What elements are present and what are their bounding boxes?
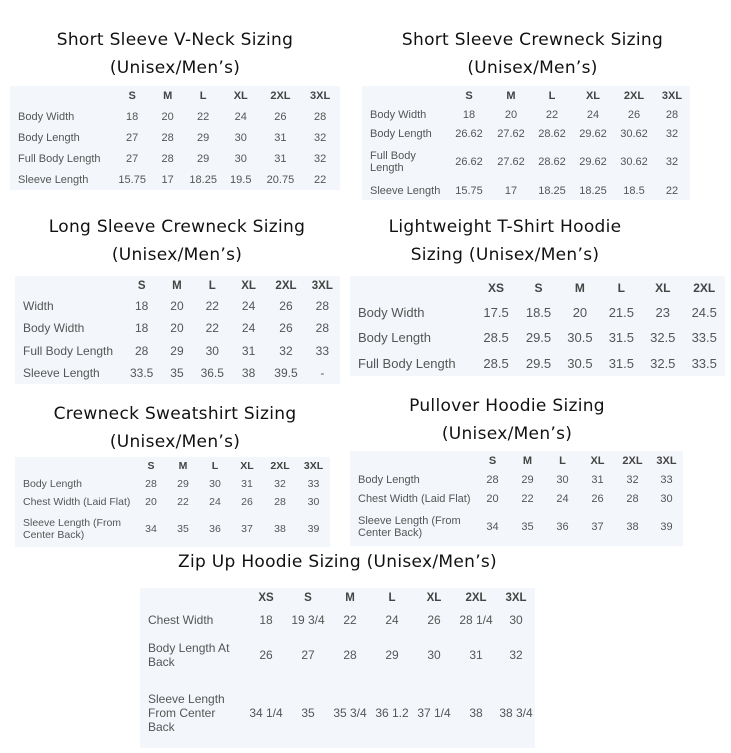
size-header: 3XL (310, 90, 331, 103)
measurement-value: 18 (126, 111, 139, 124)
measurement-value: 27.62 (497, 127, 525, 140)
measurement-value: 30 (509, 612, 523, 627)
sweatshirt-title: Crewneck Sweatshirt Sizing (Unisex/Men’s) (53, 404, 297, 452)
measurement-value: 18 (134, 321, 149, 336)
ss-crewneck-title: Short Sleeve Crewneck Sizing (Unisex/Men’s) (401, 30, 664, 78)
measurement-value: 33 (660, 473, 673, 486)
size-header: M (574, 280, 585, 295)
table-row (362, 124, 690, 143)
table-row (350, 508, 683, 546)
measurement-value: 28.62 (538, 156, 566, 168)
measurement-value: 35 (170, 365, 184, 380)
header-corner (350, 451, 475, 470)
sweatshirt-size-table (15, 457, 330, 547)
measurement-value: 28 (274, 496, 286, 508)
measurement-label: Chest Width (148, 612, 214, 627)
size-header: 2XL (270, 90, 291, 103)
measurement-value: 29 (197, 131, 210, 144)
measurement-value: 35 (177, 523, 189, 535)
tshirt-hoodie-title: Lightweight T-Shirt Hoodie Sizing (Unisex/Men’s) (388, 217, 622, 265)
size-header: S (488, 454, 497, 467)
measurement-value: 34 (145, 523, 157, 535)
measurement-value: 30 (660, 492, 673, 505)
measurement-label: Sleeve Length (18, 173, 89, 186)
measurement-value: 15.75 (455, 184, 483, 197)
measurement-value: 38 (241, 365, 256, 380)
measurement-value: 31.5 (608, 330, 634, 346)
measurement-value: 26 (427, 612, 441, 627)
measurement-value: 29 (197, 152, 210, 165)
measurement-label: Sleeve Length (23, 365, 100, 380)
pullover-hoodie-title: Pullover Hoodie Sizing (Unisex/Men’s) (409, 396, 605, 444)
size-header: XL (655, 280, 671, 295)
measurement-value: 24.5 (691, 304, 717, 320)
measurement-value: 27 (126, 131, 139, 144)
zip-hoodie-size-table (140, 588, 535, 748)
table-header-row (362, 86, 690, 105)
size-header: XL (426, 592, 442, 604)
measurement-value: 17 (504, 184, 518, 197)
measurement-value: 33.5 (691, 330, 717, 346)
measurement-value: 28 1/4 (459, 612, 493, 627)
pullover-hoodie-size-table (350, 451, 683, 546)
measurement-value: 18.25 (538, 184, 566, 197)
measurement-value: 29 (177, 478, 189, 490)
ss-crewneck-size-table (362, 86, 690, 200)
measurement-value: 18.25 (579, 184, 607, 197)
measurement-value: 22 (205, 299, 219, 314)
measurement-value: 31 (274, 152, 287, 165)
size-header: XL (241, 279, 256, 292)
measurement-value: 22 (197, 111, 210, 124)
measurement-value: 20 (145, 496, 157, 508)
measurement-value: 28 (134, 343, 149, 358)
measurement-value: 36 (556, 521, 569, 533)
size-header: 3XL (311, 279, 333, 292)
measurement-value: 28 (343, 647, 357, 662)
measurement-value: 32 (626, 473, 639, 486)
table-row (10, 128, 340, 149)
size-header: 2XL (270, 460, 290, 472)
measurement-value: 35 3/4 (333, 705, 367, 720)
table-row (10, 148, 340, 169)
measurement-value: 31 (241, 478, 253, 490)
measurement-value: 30 (234, 131, 247, 144)
table-row (15, 317, 340, 339)
measurement-value: 36.5 (200, 365, 224, 380)
measurement-value: 34 1/4 (249, 705, 283, 720)
measurement-value: 28.5 (483, 355, 509, 371)
header-corner (15, 276, 124, 295)
vneck-size-table (10, 86, 340, 190)
table-row (15, 493, 330, 511)
measurement-value: 38 (469, 705, 483, 720)
table-row (140, 678, 535, 748)
measurement-value: 20.75 (266, 173, 295, 186)
measurement-value: 24 (234, 111, 247, 124)
size-header: 3XL (661, 89, 683, 102)
header-corner (15, 457, 135, 475)
measurement-value: 33.5 (691, 355, 717, 371)
tshirt-hoodie-size-table (350, 276, 725, 376)
measurement-value: 27.62 (497, 156, 525, 168)
measurement-value: 20 (170, 321, 184, 336)
measurement-value: 31 (591, 473, 604, 486)
table-row (140, 608, 535, 631)
measurement-value: 39 (660, 521, 673, 533)
measurement-value: - (320, 365, 325, 380)
measurement-value: 35 (301, 705, 315, 720)
measurement-value: 15.75 (118, 173, 146, 186)
measurement-value: 32 (314, 152, 327, 165)
measurement-label: Chest Width (Laid Flat) (358, 492, 471, 505)
measurement-value: 37 1/4 (417, 705, 451, 720)
measurement-value: 30 (205, 343, 219, 358)
measurement-value: 29.5 (525, 330, 552, 346)
measurement-value: 26 (627, 108, 641, 121)
header-corner (140, 588, 245, 608)
measurement-value: 32 (509, 647, 523, 662)
measurement-value: 22 (205, 321, 219, 336)
measurement-value: 20 (170, 299, 184, 314)
measurement-value: 20 (161, 111, 174, 124)
header-corner (10, 86, 114, 107)
measurement-value: 38 (626, 521, 639, 533)
measurement-value: 37 (241, 523, 253, 535)
measurement-label: Sleeve Length From Center Back (148, 691, 225, 734)
measurement-value: 24 (209, 496, 221, 508)
measurement-value: 24 (241, 299, 256, 314)
table-row (15, 340, 340, 362)
measurement-value: 26 (274, 111, 287, 124)
measurement-label: Full Body Length (23, 343, 114, 358)
measurement-value: 28 (626, 492, 639, 505)
table-header-row (350, 451, 683, 470)
measurement-label: Full Body Length (370, 150, 416, 174)
measurement-value: 32.5 (650, 330, 676, 346)
measurement-value: 26.62 (455, 156, 483, 168)
measurement-value: 36 (209, 523, 221, 535)
measurement-value: 33 (307, 478, 320, 490)
measurement-value: 28 (486, 473, 499, 486)
size-header: L (617, 280, 626, 295)
measurement-value: 30 (427, 647, 441, 662)
measurement-value: 32 (314, 131, 327, 144)
size-header: L (208, 279, 216, 292)
size-header: M (506, 89, 516, 102)
measurement-value: 29 (521, 473, 534, 486)
measurement-value: 28 (665, 108, 679, 121)
measurement-value: 26 (591, 492, 604, 505)
table-row (10, 107, 340, 128)
measurement-value: 32 (665, 156, 679, 168)
table-row (362, 143, 690, 181)
table-row (350, 351, 725, 376)
measurement-value: 32 (274, 478, 286, 490)
size-header: L (199, 90, 207, 103)
measurement-value: 18 (134, 299, 149, 314)
measurement-value: 22 (665, 184, 679, 197)
measurement-value: 26 (279, 321, 293, 336)
measurement-label: Body Width (358, 304, 425, 320)
table-header-row (15, 457, 330, 475)
measurement-value: 23 (655, 304, 670, 320)
table-row (15, 362, 340, 384)
measurement-value: 33.5 (129, 365, 154, 380)
measurement-label: Width (23, 299, 54, 314)
measurement-label: Body Width (23, 321, 85, 336)
size-header: XS (488, 280, 505, 295)
measurement-value: 39.5 (274, 365, 298, 380)
measurement-label: Sleeve Length (From Center Back) (23, 517, 122, 541)
size-header: XL (585, 89, 601, 102)
measurement-value: 22 (343, 612, 357, 627)
measurement-value: 28 (314, 111, 327, 124)
size-header: L (559, 454, 566, 467)
measurement-label: Full Body Length (358, 355, 456, 371)
measurement-value: 31.5 (608, 355, 634, 371)
size-header: M (522, 454, 533, 467)
measurement-value: 32.5 (650, 355, 676, 371)
measurement-value: 28 (161, 152, 174, 165)
measurement-value: 19.5 (230, 173, 252, 186)
size-header: L (211, 460, 219, 472)
table-row (15, 475, 330, 493)
size-header: S (304, 592, 312, 604)
size-header: 2XL (693, 280, 716, 295)
size-header: S (465, 89, 473, 102)
measurement-value: 17 (161, 173, 174, 186)
measurement-label: Full Body Length (18, 152, 101, 165)
measurement-label: Chest Width (Laid Flat) (23, 496, 131, 508)
measurement-value: 30 (209, 478, 221, 490)
measurement-value: 33 (315, 343, 329, 358)
measurement-value: 22 (314, 173, 327, 186)
measurement-value: 24 (385, 612, 399, 627)
table-header-row (15, 276, 340, 295)
size-header: 3XL (656, 454, 677, 467)
measurement-value: 27 (126, 152, 139, 165)
size-header: XL (240, 460, 254, 472)
measurement-value: 32 (665, 127, 679, 140)
size-header: 2XL (623, 89, 645, 102)
measurement-value: 29.5 (525, 355, 552, 371)
size-header: L (548, 89, 556, 102)
header-corner (350, 276, 474, 300)
measurement-value: 36 1.2 (375, 705, 409, 720)
measurement-value: 20 (486, 492, 499, 505)
measurement-value: 30.5 (567, 355, 593, 371)
table-row (350, 470, 683, 489)
measurement-value: 27 (301, 647, 315, 662)
measurement-value: 18.25 (189, 173, 217, 186)
measurement-value: 30.62 (620, 127, 648, 140)
ls-crewneck-size-table (15, 276, 340, 384)
measurement-value: 28.5 (483, 330, 509, 346)
measurement-value: 39 (307, 523, 320, 535)
measurement-value: 21.5 (608, 304, 634, 320)
size-header: 2XL (465, 592, 487, 604)
measurement-label: Body Width (18, 111, 75, 124)
size-header: M (172, 279, 182, 292)
size-header: S (128, 90, 136, 103)
measurement-value: 31 (241, 343, 256, 358)
measurement-value: 35 (521, 521, 534, 533)
zip-hoodie-title: Zip Up Hoodie Sizing (Unisex/Men’s) (178, 552, 497, 572)
vneck-title: Short Sleeve V-Neck Sizing (Unisex/Men’s) (56, 30, 294, 78)
table-row (350, 300, 725, 325)
measurement-value: 30.62 (620, 156, 648, 168)
size-header: 2XL (275, 279, 297, 292)
ls-crewneck-title: Long Sleeve Crewneck Sizing (Unisex/Men’s) (48, 217, 306, 265)
size-header: XL (590, 454, 605, 467)
measurement-value: 20 (504, 108, 518, 121)
size-header: XL (233, 90, 248, 103)
measurement-value: 26.62 (455, 127, 483, 140)
measurement-label: Body Length (18, 131, 80, 144)
table-row (15, 295, 340, 317)
measurement-value: 29.62 (579, 156, 607, 168)
measurement-value: 24 (241, 321, 256, 336)
measurement-label: Body Length At Back (148, 640, 230, 669)
size-header: M (345, 592, 355, 604)
measurement-value: 18.5 (623, 184, 645, 197)
measurement-value: 28 (145, 478, 157, 490)
table-header-row (140, 588, 535, 608)
measurement-label: Body Length (370, 127, 432, 140)
measurement-value: 28 (315, 321, 329, 336)
measurement-value: 29 (385, 647, 399, 662)
measurement-label: Sleeve Length (370, 184, 441, 197)
measurement-value: 30 (307, 496, 320, 508)
size-header: XS (258, 592, 274, 604)
measurement-value: 28 (315, 299, 329, 314)
table-row (15, 511, 330, 547)
measurement-value: 22 (545, 108, 559, 121)
measurement-value: 18 (462, 108, 476, 121)
measurement-value: 18 (259, 612, 273, 627)
measurement-label: Body Length (358, 330, 432, 346)
size-header: 2XL (622, 454, 643, 467)
measurement-label: Body Length (358, 473, 420, 486)
measurement-value: 29 (170, 343, 184, 358)
measurement-label: Sleeve Length (From Center Back) (358, 515, 461, 539)
measurement-value: 26 (259, 647, 273, 662)
table-row (140, 631, 535, 678)
measurement-value: 20 (572, 304, 588, 320)
header-corner (362, 86, 448, 105)
size-header: M (178, 460, 188, 472)
measurement-value: 22 (521, 492, 534, 505)
measurement-label: Body Length (23, 478, 82, 490)
table-row (362, 105, 690, 124)
measurement-value: 30 (234, 152, 247, 165)
table-header-row (350, 276, 725, 300)
measurement-value: 17.5 (483, 304, 509, 320)
size-header: S (137, 279, 146, 292)
table-row (350, 325, 725, 350)
measurement-value: 30.5 (567, 330, 593, 346)
measurement-value: 18.5 (525, 304, 552, 320)
measurement-label: Body Width (370, 108, 427, 121)
table-row (350, 489, 683, 508)
size-header: 3XL (505, 592, 527, 604)
measurement-value: 37 (591, 521, 604, 533)
measurement-value: 26 (241, 496, 253, 508)
measurement-value: 28.62 (538, 127, 566, 140)
measurement-value: 31 (469, 647, 483, 662)
size-header: S (534, 280, 543, 295)
measurement-value: 32 (279, 343, 293, 358)
table-header-row (10, 86, 340, 107)
measurement-value: 19 3/4 (291, 612, 325, 627)
measurement-value: 22 (177, 496, 189, 508)
size-header: M (163, 90, 173, 103)
size-header: S (147, 460, 155, 472)
measurement-value: 38 (274, 523, 286, 535)
measurement-value: 26 (279, 299, 293, 314)
measurement-value: 24 (556, 492, 569, 505)
measurement-value: 34 (486, 521, 499, 533)
size-header: L (388, 592, 396, 604)
measurement-value: 38 3/4 (499, 705, 533, 720)
table-row (362, 181, 690, 200)
measurement-value: 30 (556, 473, 569, 486)
measurement-value: 24 (586, 108, 600, 121)
measurement-value: 28 (161, 131, 174, 144)
size-header: 3XL (303, 460, 324, 472)
measurement-value: 31 (274, 131, 287, 144)
measurement-value: 29.62 (579, 127, 607, 140)
table-row (10, 169, 340, 190)
